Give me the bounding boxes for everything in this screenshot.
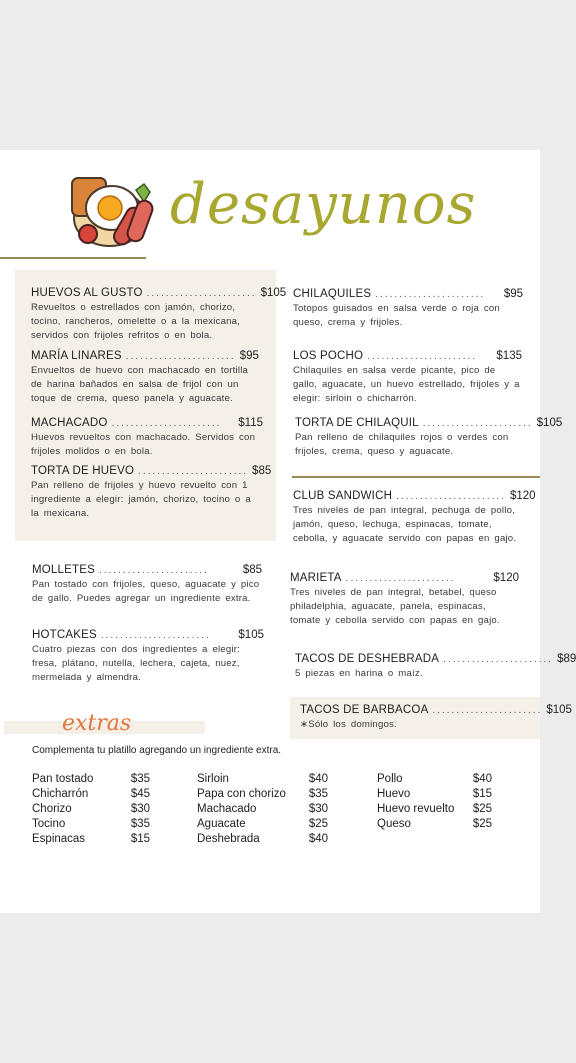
item-name: TACOS DE DESHEBRADA — [295, 653, 440, 665]
item-price: $120 — [510, 490, 536, 502]
extra-row: Aguacate $25 — [197, 818, 328, 830]
menu-item-torta-huevo: TORTA DE HUEVO ....................... $85 Pan relleno de frijoles y huevo revuelto con 1 ingrediente a elegir: jamón, chorizo, tocino o a la mexicana. — [31, 465, 272, 519]
item-price: $105 — [546, 704, 572, 716]
item-name: CLUB SANDWICH — [293, 490, 393, 502]
extra-row: Espinacas $15 — [32, 833, 150, 845]
menu-item-barbacoa: TACOS DE BARBACOA ....................... $105 ∗Sólo los domingos. — [300, 704, 572, 730]
item-desc: Cuatro piezas con dos ingredientes a elegir: fresa, plátano, nutella, lechera, cajeta, nuez, mermelada y almendra. — [32, 644, 240, 683]
menu-item-chilaquiles: CHILAQUILES ....................... $95 Totopos guisados en salsa verde o roja con queso, crema y frijoles. — [293, 288, 523, 328]
extras-col-3 — [377, 772, 492, 832]
menu-item-huevos: HUEVOS AL GUSTO ....................... $105 Revueltos o estrellados con jamón, chorizo, tocino, rancheros, omelette o a la mexicana, servidos con frijoles refritos o en bola. — [31, 287, 287, 341]
item-desc: Pan tostado con frijoles, queso, aguacate y pico de gallo. Puedes agregar un ingrediente extra. — [32, 579, 260, 604]
item-price: $85 — [252, 465, 272, 477]
item-desc: Huevos revueltos con machacado. Servidos con frijoles molidos o en bola. — [31, 432, 256, 457]
item-price: $85 — [242, 564, 262, 576]
item-name: LOS POCHO — [293, 350, 364, 362]
item-name: TORTA DE CHILAQUIL — [295, 417, 419, 429]
divider-right — [292, 476, 540, 478]
item-name: HUEVOS AL GUSTO — [31, 287, 143, 299]
menu-item-pocho: LOS POCHO ....................... $135 Chilaquiles en salsa verde picante, pico de gallo, aguacate, un huevo estrellado, frijoles y a elegir: sirloin o chicharrón. — [293, 350, 522, 404]
item-desc: ∗Sólo los domingos. — [300, 719, 397, 730]
item-price: $105 — [260, 287, 287, 299]
item-price: $95 — [239, 350, 259, 362]
menu-item-hotcakes: HOTCAKES ....................... $105 Cuatro piezas con dos ingredientes a elegir: fresa, plátano, nutella, lechera, cajeta, nuez, mermelada y almendra. — [32, 629, 264, 683]
extras-intro: Complementa tu platillo agregando un ingrediente extra. — [32, 745, 282, 756]
menu-item-deshebrada: TACOS DE DESHEBRADA ....................... $89 5 piezas en harina o maíz. — [295, 653, 576, 679]
extras-title: extras — [62, 711, 132, 736]
extra-row: Queso $25 — [377, 818, 492, 830]
item-price: $105 — [536, 417, 563, 429]
extra-row: Pan tostado $35 — [32, 773, 150, 785]
item-desc: Revueltos o estrellados con jamón, chorizo, tocino, rancheros, omelette o a la mexicana, servidos con frijoles refritos o en bola. — [31, 302, 241, 341]
item-desc: Pan relleno de frijoles y huevo revuelto con 1 ingrediente a elegir: jamón, chorizo, tocino o a la mexicana. — [31, 480, 251, 519]
item-name: CHILAQUILES — [293, 288, 372, 300]
extra-row: Chorizo $30 — [32, 803, 150, 815]
extra-row: Machacado $30 — [197, 803, 328, 815]
item-price: $115 — [238, 417, 263, 429]
item-price: $95 — [503, 288, 523, 300]
menu-item-machacado: MACHACADO ....................... $115 Huevos revueltos con machacado. Servidos con frijoles molidos o en bola. — [31, 417, 263, 457]
item-desc: Pan relleno de chilaquiles rojos o verdes con frijoles, crema, queso y aguacate. — [295, 432, 509, 457]
item-price: $135 — [496, 350, 522, 362]
item-desc: Chilaquiles en salsa verde picante, pico de gallo, aguacate, un huevo estrellado, frijoles y a elegir: sirloin o chicharrón. — [293, 365, 520, 404]
title-rule-left — [0, 257, 146, 259]
menu-item-maria: MARÍA LINARES ....................... $95 Envueltos de huevo con machacado en tortilla de harina bañados en salsa de frijol con un toque de crema, queso panela y aguacate. — [31, 350, 259, 404]
menu-item-torta-chilaquil: TORTA DE CHILAQUIL ....................... $105 Pan relleno de chilaquiles rojos o verdes con frijoles, crema, queso y aguacate. — [295, 417, 563, 457]
extra-row: Pollo $40 — [377, 773, 492, 785]
item-name: MARÍA LINARES — [31, 350, 122, 362]
extras-col-1 — [32, 772, 150, 847]
menu-item-club: CLUB SANDWICH ....................... $120 Tres niveles de pan integral, pechuga de pollo, jamón, queso, lechuga, espinacas, tomate, cebolla, y aguacate servido con papas en gajo. — [293, 490, 536, 544]
item-desc: Totopos guisados en salsa verde o roja con queso, crema y frijoles. — [293, 303, 500, 328]
extra-row: Huevo revuelto $25 — [377, 803, 492, 815]
extra-row: Deshebrada $40 — [197, 833, 328, 845]
extra-row: Papa con chorizo $35 — [197, 788, 328, 800]
item-desc: Tres niveles de pan integral, betabel, queso philadelphia, aguacate, panela, espinacas, tomate y cebolla servido con papas en gajo. — [290, 587, 500, 626]
menu-item-molletes: MOLLETES ....................... $85 Pan tostado con frijoles, queso, aguacate y pico de gallo. Puedes agregar un ingrediente extra. — [32, 564, 262, 604]
item-price: $120 — [493, 572, 519, 584]
item-desc: Envueltos de huevo con machacado en tortilla de harina bañados en salsa de frijol con un toque de crema, queso panela y aguacate. — [31, 365, 249, 404]
extra-row: Tocino $35 — [32, 818, 150, 830]
item-desc: Tres niveles de pan integral, pechuga de pollo, jamón, queso, lechuga, espinacas, tomate, cebolla, y aguacate servido con papas en gajo. — [293, 505, 517, 544]
extras-col-2 — [197, 772, 328, 847]
item-name: TORTA DE HUEVO — [31, 465, 135, 477]
item-desc: 5 piezas en harina o maíz. — [295, 668, 423, 679]
item-name: MOLLETES — [32, 564, 95, 576]
extra-row: Chicharrón $45 — [32, 788, 150, 800]
item-name: TACOS DE BARBACOA — [300, 704, 429, 716]
item-price: $89 — [557, 653, 576, 665]
breakfast-plate-icon — [66, 168, 158, 252]
extra-row: Huevo $15 — [377, 788, 492, 800]
item-name: MACHACADO — [31, 417, 108, 429]
page-title: desayunos — [170, 172, 477, 237]
item-name: HOTCAKES — [32, 629, 97, 641]
extra-row: Sirloin $40 — [197, 773, 328, 785]
item-name: MARIETA — [290, 572, 342, 584]
menu-item-marieta: MARIETA ....................... $120 Tres niveles de pan integral, betabel, queso philadelphia, aguacate, panela, espinacas, tomate y cebolla servido con papas en gajo. — [290, 572, 519, 626]
item-price: $105 — [238, 629, 264, 641]
